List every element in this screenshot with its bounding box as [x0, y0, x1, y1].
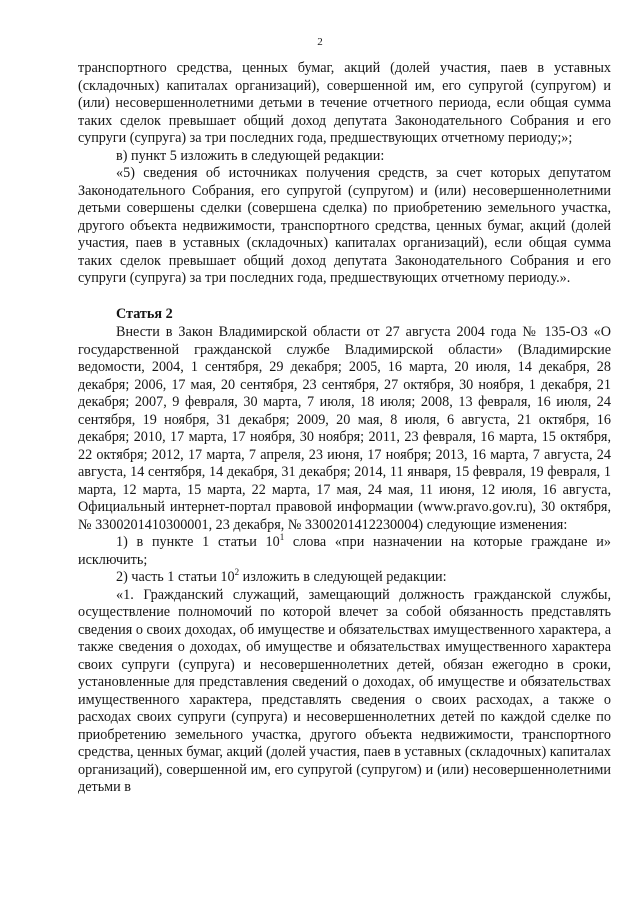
- paragraph-item-2: [78, 569, 611, 587]
- item-1-text: 1) в пункте 1 статьи 10: [116, 534, 280, 550]
- document-body: [78, 60, 611, 797]
- item-1-superscript: 1: [279, 532, 285, 542]
- paragraph-item-v: в) пункт 5 изложить в следующей редакции:: [116, 147, 385, 164]
- item-2-text-rest: изложить в следующей редакции:: [239, 569, 447, 585]
- item-1-text-rest: слова «при назначении на которые граждане и» исключить;: [78, 534, 611, 568]
- article-heading: Статья 2: [116, 305, 173, 322]
- paragraph-item-1: [78, 534, 611, 569]
- paragraph-article-intro: Внести в Закон Владимирской области от 27 августа 2004 года № 135-ОЗ «О государственной гражданской службе Владимирской области» (Владимирские ведомости, 2004, 1 сентября, 29 декабря; 2005, 16 марта, 20 июля, 14 декабря, 28 декабря; 2006, 17 мая, 20 сентября, 23 сентября, 27 октября, 30 ноября, 1 декабря, 21 декабря; 2007, 9 февраля, 30 марта, 7 июля, 18 июля; 2008, 13 февраля, 16 июля, 24 сентября, 19 ноября, 31 декабря; 2009, 20 мая, 8 июля, 6 августа, 21 октября, 16 декабря; 2010, 17 марта, 17 ноября, 30 ноября; 2011, 23 февраля, 16 марта, 15 октября, 22 октября; 2012, 17 марта, 7 апреля, 23 июня, 17 ноября; 2013, 16 марта, 7 августа, 24 августа, 14 сентября, 14 декабря, 31 декабря; 2014, 11 января, 15 февраля, 19 февраля, 1 марта, 12 марта, 15 марта, 22 марта, 17 мая, 24 мая, 11 июня, 12 июля, 16 августа, Официальный интернет-портал правовой информации (www.pravo.gov.ru), 30 октября, № 3300201410300001, 23 декабря, № 3300201412230004) следующие изменения:: [78, 324, 611, 533]
- paragraph-quote-part-1: «1. Гражданский служащий, замещающий должность гражданской службы, осуществление полномочий по которой влечет за собой обязанность представлять сведения о своих доходах, об имуществе и обязательствах имущественного характера, а также сведения о доходах, об имуществе и обязательствах имущественного характера своих супруги (супруга) и несовершеннолетних детей, обязан ежегодно в сроки, установленные для представления сведений о доходах, об имуществе и обязательствах имущественного характера, представлять сведения о своих расходах, а также о расходах своих супруги (супруга) и несовершеннолетних детей по каждой сделке по приобретению земельного участка, другого объекта недвижимости, транспортного средства, ценных бумаг, акций (долей участия, паев в уставных (складочных) капиталах организаций), совершенной им, его супругой (супругом) и (или) несовершеннолетними детьми в: [78, 586, 611, 795]
- item-2-text: 2) часть 1 статьи 10: [116, 569, 235, 585]
- item-2-superscript: 2: [234, 567, 240, 577]
- paragraph-quote-item-5: «5) сведения об источниках получения средств, за счет которых депутатом Законодательного Собрания, его супругой (супругом) и (или) несовершеннолетними детьми совершены сделки (совершена сделка) по приобретению земельного участка, другого объекта недвижимости, транспортного средства, ценных бумаг, акций (долей участия, паев в уставных (складочных) капиталах организаций), если общая сумма таких сделок превышает общий доход депутата Законодательного Собрания и его супруги (супруга) за три последних года, предшествующих отчетному периоду.».: [78, 165, 611, 286]
- page-number: 2: [317, 36, 323, 48]
- paragraph-continuation: транспортного средства, ценных бумаг, акций (долей участия, паев в уставных (складочных) капиталах организаций), совершенной им, его супругой (супругом) и (или) несовершеннолетними детьми в течение отчетного периода, если общая сумма таких сделок превышает общий доход депутата Законодательного Собрания и его супруги (супруга) за три последних года, предшествующих отчетному периоду;»;: [78, 60, 611, 146]
- spacer: [78, 288, 611, 306]
